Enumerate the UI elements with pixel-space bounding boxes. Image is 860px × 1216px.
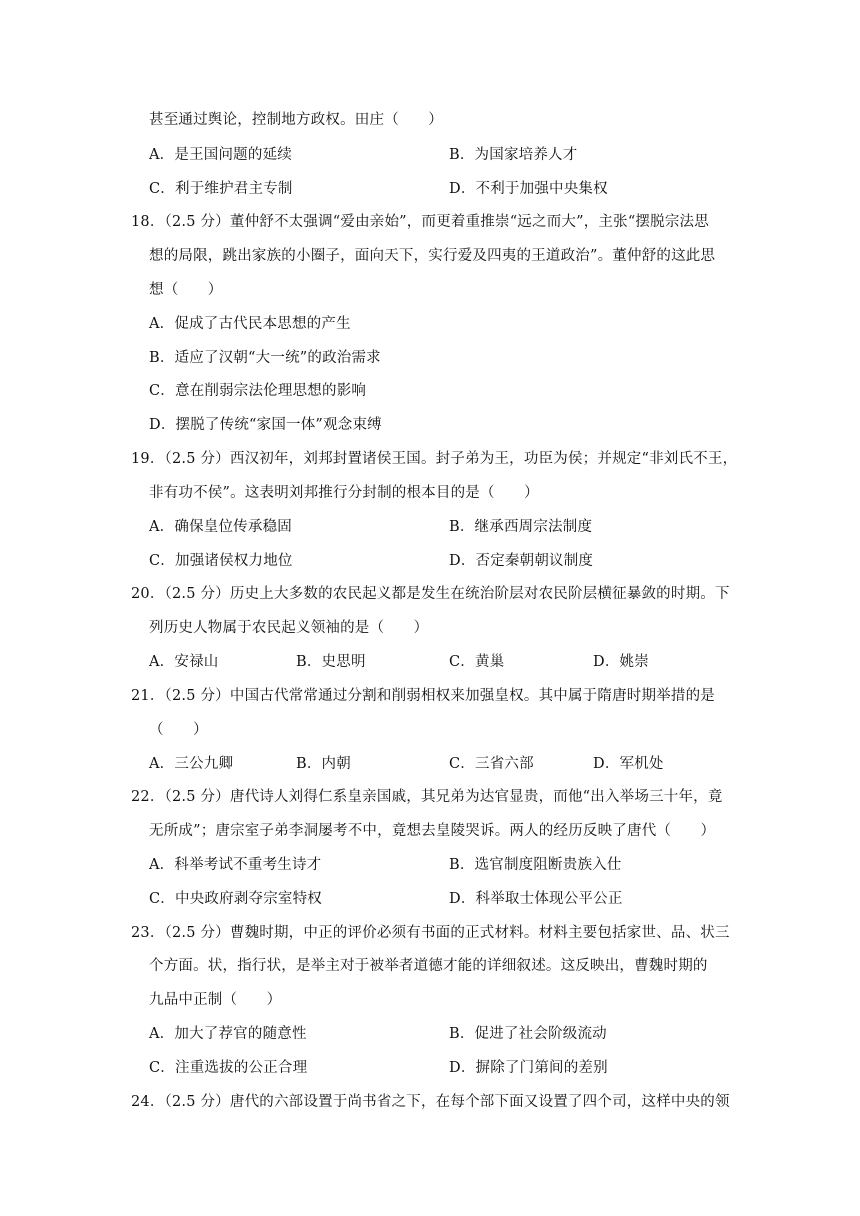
q21-option-d: D．军机处 xyxy=(593,756,664,772)
q20-option-b: B．史思明 xyxy=(296,654,366,670)
q18-option-a: A．促成了古代民本思想的产生 xyxy=(149,316,351,332)
q21-option-c: C．三省六部 xyxy=(449,756,534,772)
q19-stem-line1: 19．（2.5 分）西汉初年，刘邦封置诸侯王国。封子弟为王，功臣为侯；并规定“非刘氏不王， xyxy=(131,451,738,467)
q23-stem-line1: 23．（2.5 分）曹魏时期，中正的评价必须有书面的正式材料。材料主要包括家世、品、状三 xyxy=(131,925,730,941)
q22-stem-line2: 无所成”；唐宗室子弟李洞屡考不中，竟想去皇陵哭诉。两人的经历反映了唐代（ ） xyxy=(149,823,716,839)
q22-option-a: A．科举考试不重考生诗才 xyxy=(149,857,322,873)
q20-option-a: A．安禄山 xyxy=(149,654,219,670)
q19-stem-line2: 非有功不侯”。这表明刘邦推行分封制的根本目的是（ ） xyxy=(149,485,539,501)
q18-stem-line1: 18．（2.5 分）董仲舒不太强调“爱由亲始”，而更着重推崇“远之而大”，主张“摆脱宗法思 xyxy=(131,214,709,230)
q19-option-c: C．加强诸侯权力地位 xyxy=(149,553,293,569)
q18-option-c: C．意在削弱宗法伦理思想的影响 xyxy=(149,383,367,399)
q18-option-b: B．适应了汉朝“大一统”的政治需求 xyxy=(149,350,381,366)
q21-option-b: B．内朝 xyxy=(296,756,351,772)
q20-option-c: C．黄巢 xyxy=(449,654,505,670)
q17-stem-cont: 甚至通过舆论，控制地方政权。田庄（ ） xyxy=(149,112,443,128)
q19-option-a: A．确保皇位传承稳固 xyxy=(149,519,292,535)
q18-stem-line3: 想（ ） xyxy=(149,282,223,298)
q19-option-d: D．否定秦朝朝议制度 xyxy=(449,553,594,569)
q22-option-c: C．中央政府剥夺宗室特权 xyxy=(149,891,322,907)
q23-option-a: A．加大了荐官的随意性 xyxy=(149,1026,307,1042)
q22-stem-line1: 22．（2.5 分）唐代诗人刘得仁系皇亲国戚，其兄弟为达官显贵，而他“出入举场三十年，竟 xyxy=(131,789,723,805)
q23-stem-line2: 个方面。状，指行状，是举主对于被举者道德才能的详细叙述。这反映出，曹魏时期的 xyxy=(149,958,708,974)
q21-option-a: A．三公九卿 xyxy=(149,756,234,772)
q24-stem-line1: 24．（2.5 分）唐代的六部设置于尚书省之下，在每个部下面又设置了四个司，这样中央的领 xyxy=(131,1094,730,1110)
q17-option-d: D．不利于加强中央集权 xyxy=(449,181,608,197)
q23-option-c: C．注重选拔的公正合理 xyxy=(149,1060,308,1076)
q21-stem-line2: （ ） xyxy=(149,722,208,738)
q20-stem-line1: 20．（2.5 分）历史上大多数的农民起义都是发生在统治阶层对农民阶层横征暴敛的时期。下 xyxy=(131,586,730,602)
q21-stem-line1: 21．（2.5 分）中国古代常常通过分割和削弱相权来加强皇权。其中属于隋唐时期举措的是 xyxy=(131,688,715,704)
q20-option-d: D．姚崇 xyxy=(593,654,649,670)
q18-option-d: D．摆脱了传统“家国一体”观念束缚 xyxy=(149,417,382,433)
q17-option-b: B．为国家培养人才 xyxy=(449,147,578,163)
q18-stem-line2: 想的局限，跳出家族的小圈子，面向天下，实行爱及四夷的王道政治”。董仲舒的这此思 xyxy=(149,248,716,264)
q20-stem-line2: 列历史人物属于农民起义领袖的是（ ） xyxy=(149,620,429,636)
q22-option-b: B．选官制度阻断贵族入仕 xyxy=(449,857,622,873)
q19-option-b: B．继承西周宗法制度 xyxy=(449,519,593,535)
q17-option-a: A．是王国问题的延续 xyxy=(149,147,292,163)
q23-option-d: D．摒除了门第间的差别 xyxy=(449,1060,608,1076)
q22-option-d: D．科举取士体现公平公正 xyxy=(449,891,623,907)
q17-option-c: C．利于维护君主专制 xyxy=(149,181,293,197)
q23-option-b: B．促进了社会阶级流动 xyxy=(449,1026,607,1042)
q23-stem-line3: 九品中正制（ ） xyxy=(149,992,282,1008)
